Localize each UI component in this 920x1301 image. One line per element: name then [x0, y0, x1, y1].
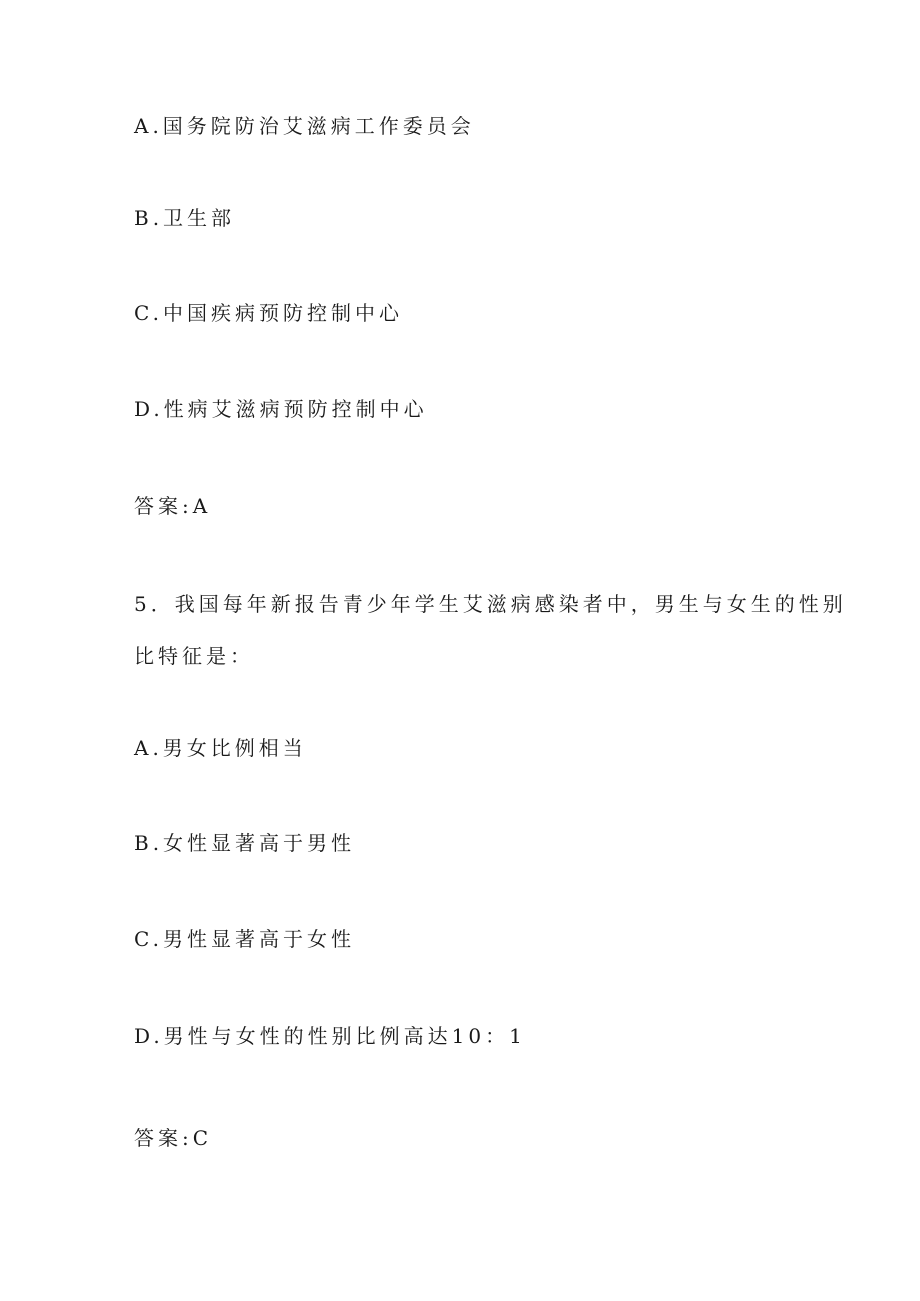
q4-option-d: D.性病艾滋病预防控制中心 [134, 397, 428, 421]
q4-option-c: C.中国疾病预防控制中心 [134, 301, 403, 325]
q5-option-d: D.男性与女性的性别比例高达10：1 [134, 1024, 526, 1048]
q5-option-b: B.女性显著高于男性 [134, 831, 356, 855]
q5-option-c: C.男性显著高于女性 [134, 927, 355, 951]
q5-answer: 答案:C [134, 1126, 213, 1150]
q4-option-b: B.卫生部 [134, 206, 236, 230]
q4-answer: 答案:A [134, 494, 212, 518]
q4-option-a: A.国务院防治艾滋病工作委员会 [134, 114, 475, 138]
q5-stem [134, 578, 847, 682]
q5-stem-line-2: 比特征是： [134, 644, 254, 668]
q5-option-a: A.男女比例相当 [134, 736, 307, 760]
q5-stem-line-1: 5．我国每年新报告青少年学生艾滋病感染者中，男生与女生的性别 [134, 592, 847, 616]
